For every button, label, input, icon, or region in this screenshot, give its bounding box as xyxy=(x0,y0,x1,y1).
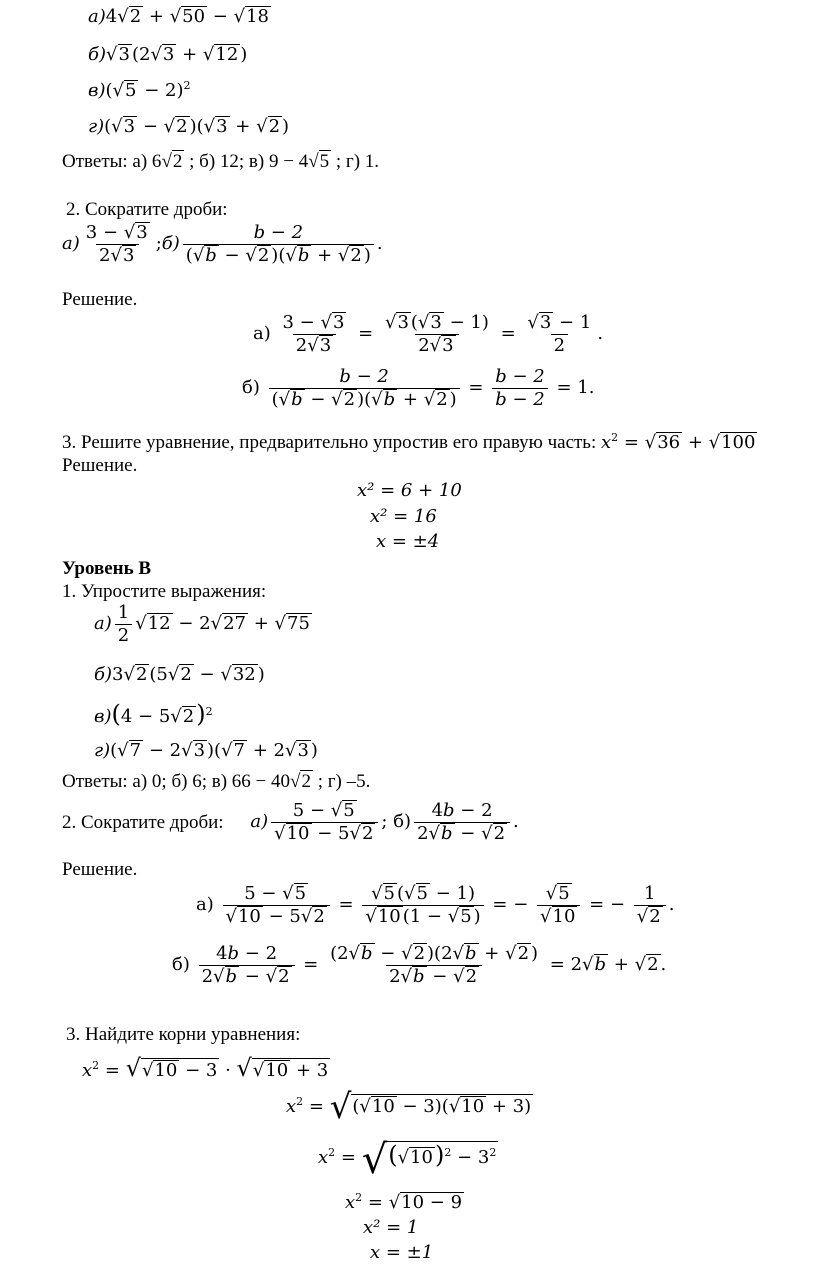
a2-solution-label: Решение. xyxy=(62,289,138,310)
a2-title: 2. Сократите дроби: xyxy=(66,199,228,220)
a2-solution-a: а) $\frac{3 - √ 3}{2√ 3}$ = √ $\frac{3 (√ 3 - 1)}{2√ 3}$ = √ $\frac{3 - 1}{2}$ . xyxy=(253,312,603,356)
b1-expr-a: а) $\frac{1}{2}$ √ 12 − 2√ 27 + √ 75 xyxy=(94,602,312,646)
a1-expr-v: в)(√ 5 − 2)$^2$ xyxy=(88,80,190,101)
a1-expr-b: б)√ 3 (2√ 3 + √ 12 ) xyxy=(88,44,247,65)
a3-line1: x² = 6 + 10 xyxy=(357,480,462,501)
b3-line4: x² = 1 xyxy=(363,1217,419,1238)
b3-step2: $x^2$ = √(√ $10)^2 - 3^2$ xyxy=(318,1140,498,1180)
b2-title: 2. Сократите дроби: а) 5 − √ 5 √ 10 − 5√ 2 ; б) $\frac{4b - 2}{2√ b - √ 2}$ . xyxy=(62,800,519,844)
level-b-heading: Уровень В xyxy=(62,558,152,579)
b1-title: 1. Упростите выражения: xyxy=(62,581,267,602)
label: а) xyxy=(88,6,106,27)
a3-title: 3. Решите уравнение, предварительно упростив его правую часть: $x^2$ = √ 36 + √ 100 xyxy=(62,432,757,453)
b3-step3: $x^2$ = √ 10 − 9 xyxy=(345,1192,464,1213)
a1-answers: Ответы: а) 6√ 2 ; б) 12; в) 9 − 4√ 5 ; г) 1. xyxy=(62,150,379,172)
a1-expr-g: г)(√ 3 − √ 2 )(√ 3 + √ 2 ) xyxy=(88,116,289,137)
b1-expr-b: б)3√ 2 (5√ 2 − √ 32 ) xyxy=(94,664,265,685)
a3-line2: x² = 16 xyxy=(370,506,437,527)
a3-line3: x = ±4 xyxy=(376,531,440,552)
a3-solution-label: Решение. xyxy=(62,455,138,476)
b2-solution-label: Решение. xyxy=(62,859,138,880)
b2-solution-a: а) 5 − √ 5 √ 10 − 5√ 2 = √ 5 (√ 5 − 1) √ 10 (1 − √ 5 ) = − √ 5 √ 10 = − 1 √ 2 . xyxy=(196,883,674,927)
b3-step1: $x^2$ = √(√ 10 − 3)(√ 10 + 3) xyxy=(286,1090,533,1124)
b2-solution-b: б) $\frac{4b - 2}{2√ b - √ 2}$ = $\frac{(2√ b - √ 2 )(2√ b + √ 2 )}{2√ b - √ 2}$ = 2√ b + √ 2 . xyxy=(172,943,666,987)
b3-line5: x = ±1 xyxy=(370,1242,434,1263)
b3-equation: $x^2$ = √√ 10 − 3 · √√ 10 + 3 xyxy=(82,1056,330,1081)
b3-title: 3. Найдите корни уравнения: xyxy=(66,1024,301,1045)
a1-expr-a: а)4√ 2 + √ 50 − √ 18 xyxy=(88,6,271,27)
a2-fractions: а) $\frac{3 - √ 3}{2√ 3}$ ;б) $\frac{b - 2}{(√ b - √ 2 )(√ b + √ 2 )}$ . xyxy=(62,222,383,266)
a2-solution-b: б) $\frac{b - 2}{(√ b - √ 2 )(√ b + √ 2 )}$ = $\frac{b - 2}{b - 2}$ = 1. xyxy=(242,366,594,410)
b1-answers: Ответы: а) 0; б) 6; в) 66 − 40√ 2 ; г) –5. xyxy=(62,770,370,792)
b1-expr-g: г)(√ 7 − 2√ 3 )(√ 7 + 2√ 3 ) xyxy=(94,740,318,761)
b1-expr-v: в)(4 − 5√ 2)$^2$ xyxy=(94,702,213,727)
